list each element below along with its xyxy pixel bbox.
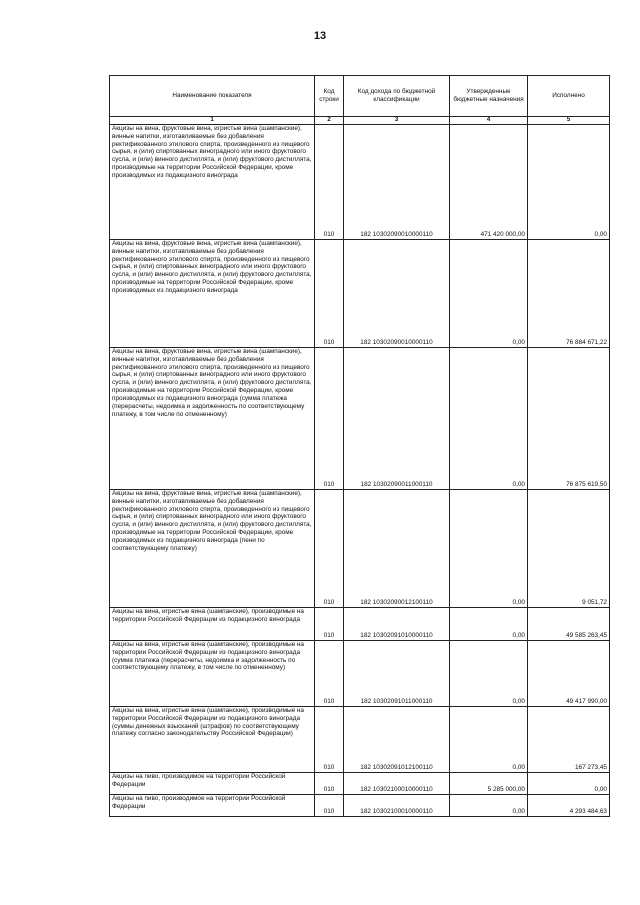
indicator-name: Акцизы на вина, игристые вина (шампанские), производимые на территории Российской Федерации из подакцизного винограда (110, 608, 315, 641)
budget-revenue-table (109, 75, 610, 817)
table-row (110, 795, 610, 817)
line-code: 010 (315, 125, 344, 240)
line-code: 010 (315, 707, 344, 773)
header-revenue-code: Код дохода по бюджетной классификации (344, 76, 450, 117)
indicator-name: Акцизы на вина, фруктовые вина, игристые вина (шампанские), винные напитки, изготавливаемые без добавления ректификованного этилового спирта, произведенного из пищевого сырья, и (или) спиртованных виноградного или иного фруктового сусла, и (или) винного дистиллята, и (или) фруктового дистиллята, производимые на территории Российской Федерации, кроме производимых из подакцизного винограда (сумма платежа (перерасчеты, недоимка и задолженность по соответствующему платежу, в том числе по отмененному) (110, 348, 315, 490)
table-row (110, 608, 610, 641)
table-row (110, 641, 610, 707)
executed-amount: 4 293 484,63 (528, 795, 610, 817)
page-number: 13 (313, 30, 327, 42)
revenue-code: 182 10302090011000110 (344, 348, 450, 490)
revenue-code: 182 10302090010000110 (344, 125, 450, 240)
executed-amount: 76 884 671,22 (528, 240, 610, 348)
line-code: 010 (315, 348, 344, 490)
indicator-name: Акцизы на пиво, производимое на территории Российской Федерации (110, 795, 315, 817)
revenue-code: 182 10302100010000110 (344, 773, 450, 795)
revenue-code: 182 10302091010000110 (344, 608, 450, 641)
line-code: 010 (315, 490, 344, 608)
revenue-code: 182 10302091012100110 (344, 707, 450, 773)
column-number: 1 (110, 117, 315, 125)
indicator-name: Акцизы на вина, фруктовые вина, игристые вина (шампанские), винные напитки, изготавливаемые без добавления ректификованного этилового спирта, произведенного из пищевого сырья, и (или) спиртованных виноградного или иного фруктового сусла, и (или) винного дистиллята, и (или) фруктового дистиллята, производимые на территории Российской Федерации, кроме производимых из подакцизного винограда (110, 125, 315, 240)
approved-amount: 5 285 000,00 (450, 773, 528, 795)
approved-amount: 0,00 (450, 641, 528, 707)
revenue-code: 182 10302090012100110 (344, 490, 450, 608)
revenue-code: 182 10302100010000110 (344, 795, 450, 817)
executed-amount: 76 875 619,50 (528, 348, 610, 490)
approved-amount: 0,00 (450, 348, 528, 490)
indicator-name: Акцизы на вина, фруктовые вина, игристые вина (шампанские), винные напитки, изготавливаемые без добавления ректификованного этилового спирта, произведенного из пищевого сырья, и (или) спиртованных виноградного или иного фруктового сусла, и (или) винного дистиллята, и (или) фруктового дистиллята, производимые на территории Российской Федерации, кроме производимых из подакцизного винограда (пени по соответствующему платежу) (110, 490, 315, 608)
table-header-row (110, 76, 610, 117)
executed-amount: 49 417 990,00 (528, 641, 610, 707)
table-row (110, 490, 610, 608)
approved-amount: 0,00 (450, 795, 528, 817)
header-indicator-name: Наименование показателя (110, 76, 315, 117)
column-number: 2 (315, 117, 344, 125)
executed-amount: 167 273,45 (528, 707, 610, 773)
approved-amount: 0,00 (450, 490, 528, 608)
table-row (110, 707, 610, 773)
column-number-row (110, 117, 610, 125)
executed-amount: 49 585 263,45 (528, 608, 610, 641)
indicator-name: Акцизы на вина, фруктовые вина, игристые вина (шампанские), винные напитки, изготавливаемые без добавления ректификованного этилового спирта, произведенного из пищевого сырья, и (или) спиртованных виноградного или иного фруктового сусла, и (или) винного дистиллята, и (или) фруктового дистиллята, производимые на территории Российской Федерации, кроме производимых из подакцизного винограда (110, 240, 315, 348)
table-row (110, 348, 610, 490)
approved-amount: 0,00 (450, 240, 528, 348)
approved-amount: 0,00 (450, 608, 528, 641)
header-line-code: Код строки (315, 76, 344, 117)
line-code: 010 (315, 795, 344, 817)
table-row (110, 773, 610, 795)
table-row (110, 125, 610, 240)
executed-amount: 9 051,72 (528, 490, 610, 608)
approved-amount: 0,00 (450, 707, 528, 773)
line-code: 010 (315, 608, 344, 641)
column-number: 3 (344, 117, 450, 125)
column-number: 4 (450, 117, 528, 125)
revenue-code: 182 10302091011000110 (344, 641, 450, 707)
indicator-name: Акцизы на пиво, производимое на территории Российской Федерации (110, 773, 315, 795)
approved-amount: 471 420 000,00 (450, 125, 528, 240)
column-number: 5 (528, 117, 610, 125)
indicator-name: Акцизы на вина, игристые вина (шампанские), производимые на территории Российской Федерации из подакцизного винограда (сумма платежа (перерасчеты, недоимка и задолженность по соответствующему платежу, в том числе по отмененному) (110, 641, 315, 707)
table-row (110, 240, 610, 348)
indicator-name: Акцизы на вина, игристые вина (шампанские), производимые на территории Российской Федерации из подакцизного винограда (суммы денежных взысканий (штрафов) по соответствующему платежу согласно законодательству Российской Федерации) (110, 707, 315, 773)
line-code: 010 (315, 773, 344, 795)
revenue-code: 182 10302090010000110 (344, 240, 450, 348)
header-executed-amount: Исполнено (528, 76, 610, 117)
executed-amount: 0,00 (528, 773, 610, 795)
line-code: 010 (315, 240, 344, 348)
executed-amount: 0,00 (528, 125, 610, 240)
line-code: 010 (315, 641, 344, 707)
header-approved-amount: Утвержденные бюджетные назначения (450, 76, 528, 117)
